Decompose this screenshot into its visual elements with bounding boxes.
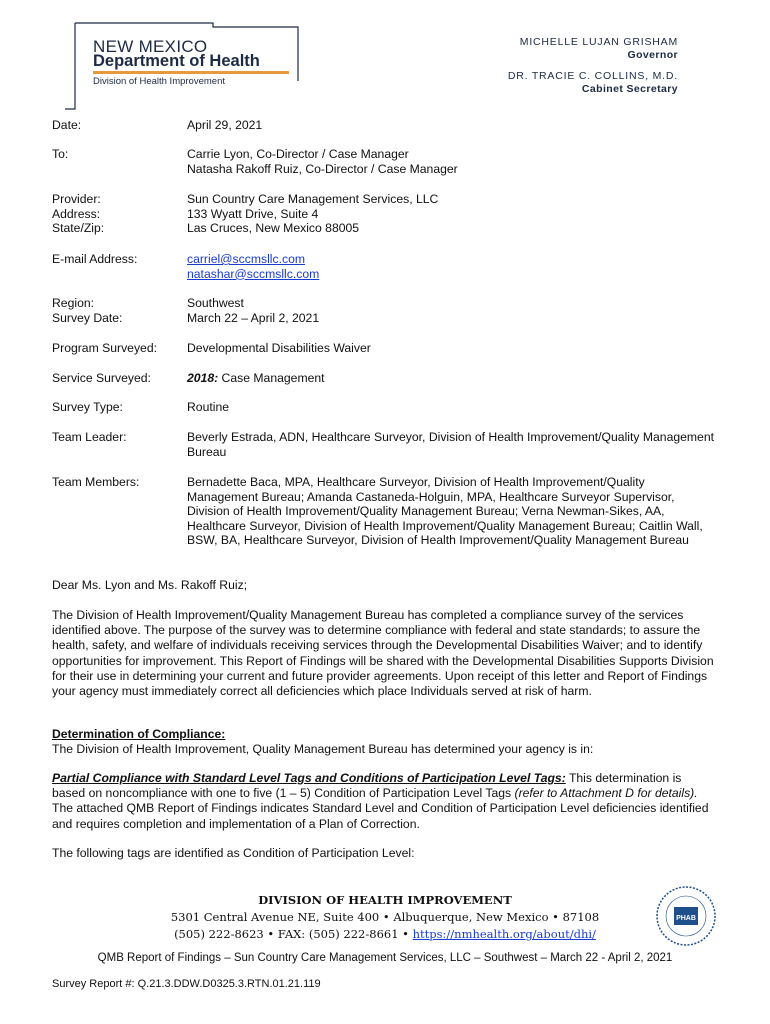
tags-intro: The following tags are identified as Condition of Participation Level: (52, 846, 415, 860)
footer-url-link[interactable]: https://nmhealth.org/about/dhi/ (412, 927, 596, 941)
determination-text: The Division of Health Improvement, Quality Management Bureau has determined your agency is in: (52, 742, 594, 757)
org-name-line2: Department of Health (93, 52, 260, 70)
footer-contact: (505) 222-8623 • FAX: (505) 222-8661 • https://nmhealth.org/about/dhi/ (174, 927, 596, 941)
leader-value: Beverly Estrada, ADN, Healthcare Surveyor, Division of Health Improvement/Quality Management Bureau (187, 430, 715, 459)
service-value: 2018: Case Management (187, 371, 325, 385)
governor-name: MICHELLE LUJAN GRISHAM (519, 36, 678, 48)
program-value: Developmental Disabilities Waiver (187, 341, 371, 355)
footer-division: DIVISION OF HEALTH IMPROVEMENT (258, 893, 512, 907)
email-link-1[interactable]: carriel@sccmsllc.com (187, 252, 306, 266)
provider-labels: Provider: Address: State/Zip: (52, 192, 105, 236)
determination-section (52, 727, 714, 757)
survey-report-number: Survey Report #: Q.21.3.DDW.D0325.3.RTN.01.21.119 (52, 978, 321, 990)
intro-paragraph: The Division of Health Improvement/Quality Management Bureau has completed a compliance survey of the services identified above. The purpose of the survey was to determine compliance with federal and state standards; to assure the health, safety, and welfare of individuals receiving services through the Developmental Disabilities Waiver; and to identify opportunities for improvement. This Report of Findings will be shared with the Developmental Disabilities Supports Division for their use in determining your current and future provider agreements. Upon receipt of this letter and Report of Findings your agency must immediately correct all deficiencies which place Individuals served at risk of harm. (52, 608, 714, 699)
governor-title: Governor (627, 49, 678, 61)
governor-block (520, 36, 678, 62)
partial-compliance-paragraph: Partial Compliance with Standard Level Tags and Conditions of Participation Level Tags: This determination is based on noncompliance with one to five (1 – 5) Condition of Participation Level Tags (refer to Attachment D for details). The attached QMB Report of Findings indicates Standard Level and Condition of Participation Level deficiencies identified and requires completion and implementation of a Plan of Correction. (52, 771, 709, 831)
region-values: Southwest March 22 – April 2, 2021 (187, 296, 320, 325)
email-link-2[interactable]: natashar@sccmsllc.com (187, 266, 320, 281)
report-line: QMB Report of Findings – Sun Country Care Management Services, LLC – Southwest – March 22 - April 2, 2021 (97, 952, 673, 964)
to-value: Carrie Lyon, Co-Director / Case Manager Natasha Rakoff Ruiz, Co-Director / Case Manager (187, 147, 458, 176)
leader-label: Team Leader: (52, 430, 127, 444)
accreditation-seal-icon (655, 885, 717, 947)
org-name-line1: NEW MEXICO (93, 37, 208, 56)
secretary-title: Cabinet Secretary (581, 83, 678, 95)
email-values (187, 252, 717, 281)
email-label: E-mail Address: (52, 252, 138, 266)
svg-text:PHAB: PHAB (676, 915, 696, 922)
salutation: Dear Ms. Lyon and Ms. Rakoff Ruiz; (52, 578, 248, 592)
secretary-name: DR. TRACIE C. COLLINS, M.D. (507, 70, 678, 82)
to-label: To: (52, 147, 69, 161)
secretary-block (508, 70, 678, 96)
logo-accent-bar (93, 71, 289, 74)
determination-heading: Determination of Compliance: (52, 727, 226, 741)
service-label: Service Surveyed: (52, 371, 151, 385)
program-label: Program Surveyed: (52, 341, 157, 355)
members-label: Team Members: (52, 475, 140, 489)
org-division: Division of Health Improvement (93, 76, 225, 87)
date-label: Date: (52, 118, 82, 132)
type-label: Survey Type: (52, 400, 123, 414)
region-labels: Region: Survey Date: (52, 296, 123, 325)
members-value: Bernadette Baca, MPA, Healthcare Surveyor, Division of Health Improvement/Quality Management Bureau; Amanda Castaneda-Holguin, MPA, Healthcare Surveyor Supervisor, Division of Health Improvement/Quality Management Bureau; Verna Newman-Sikes, AA, Healthcare Surveyor, Division of Health Improvement/Quality Management Bureau; Caitlin Wall, BSW, BA, Healthcare Surveyor, Division of Health Improvement/Quality Management Bureau (187, 475, 703, 548)
partial-heading: Partial Compliance with Standard Level Tags and Conditions of Participation Level Tags: (52, 771, 566, 785)
date-value: April 29, 2021 (187, 118, 263, 132)
type-value: Routine (187, 400, 230, 414)
footer-address: 5301 Central Avenue NE, Suite 400 • Albuquerque, New Mexico • 87108 (170, 910, 600, 924)
provider-values: Sun Country Care Management Services, LLC 133 Wyatt Drive, Suite 4 Las Cruces, New Mexico 88005 (187, 192, 439, 236)
